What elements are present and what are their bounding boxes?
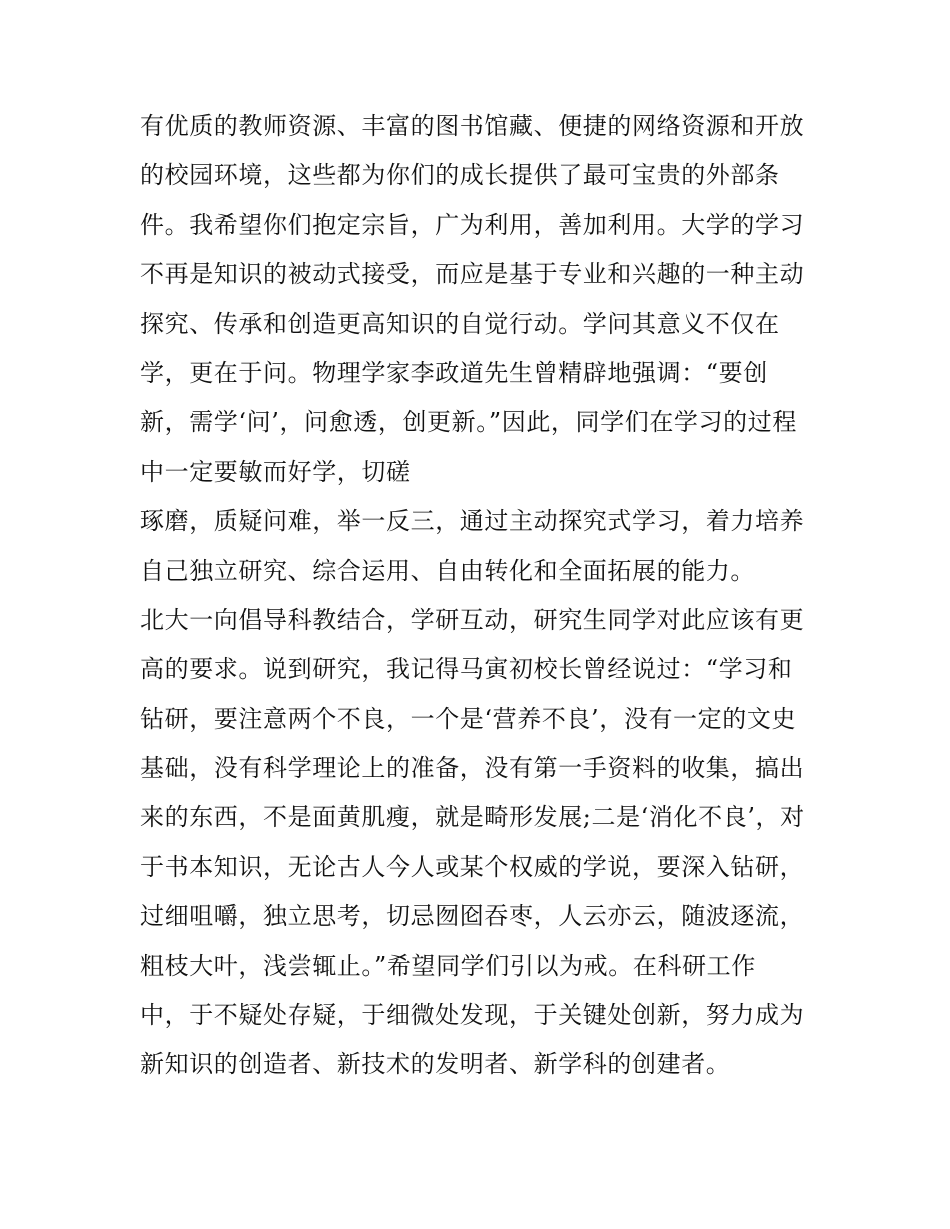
text-line: 北大一向倡导科教结合，学研互动，研究生同学对此应该有更 [140, 605, 805, 634]
text-line: 中一定要敏而好学，切磋 [140, 457, 411, 486]
text-line: 有优质的教师资源、丰富的图书馆藏、便捷的网络资源和开放 [140, 112, 805, 140]
text-line: 自己独立研究、综合运用、自由转化和全面拓展的能力。 [140, 556, 755, 585]
text-line: 中，于不疑处存疑，于细微处发现，于关键处创新，努力成为 [140, 1001, 805, 1030]
text-line: 来的东西，不是面黄肌瘦，就是畸形发展;二是‘消化不良’，对 [140, 803, 805, 832]
text-line: 粗枝大叶，浅尝辄止。”希望同学们引以为戒。在科研工作 [140, 951, 756, 980]
text-line: 的校园环境，这些都为你们的成长提供了最可宝贵的外部条 [140, 161, 780, 190]
text-line: 新知识的创造者、新技术的发明者、新学科的创建者。 [140, 1050, 731, 1079]
text-line: 学，更在于问。物理学家李政道先生曾精辟地强调：“要创 [140, 358, 768, 387]
text-line: 件。我希望你们抱定宗旨，广为利用，善加利用。大学的学习 [140, 210, 805, 239]
text-line: 高的要求。说到研究，我记得马寅初校长曾经说过：“学习和 [140, 655, 793, 684]
body-text [140, 102, 820, 1090]
text-line: 钻研，要注意两个不良，一个是‘营养不良’，没有一定的文史 [140, 704, 797, 733]
text-line: 于书本知识，无论古人今人或某个权威的学说，要深入钻研， [140, 852, 805, 881]
text-line: 探究、传承和创造更高知识的自觉行动。学问其意义不仅在 [140, 309, 780, 338]
text-line: 基础，没有科学理论上的准备，没有第一手资料的收集，搞出 [140, 754, 805, 783]
text-line: 琢磨，质疑问难，举一反三，通过主动探究式学习，着力培养 [140, 507, 805, 536]
text-line: 不再是知识的被动式接受，而应是基于专业和兴趣的一种主动 [140, 260, 805, 289]
text-line: 过细咀嚼，独立思考，切忌囫囵吞枣，人云亦云，随波逐流， [140, 902, 805, 931]
text-line: 新，需学‘问’，问愈透，创更新。”因此，同学们在学习的过程 [140, 408, 797, 437]
